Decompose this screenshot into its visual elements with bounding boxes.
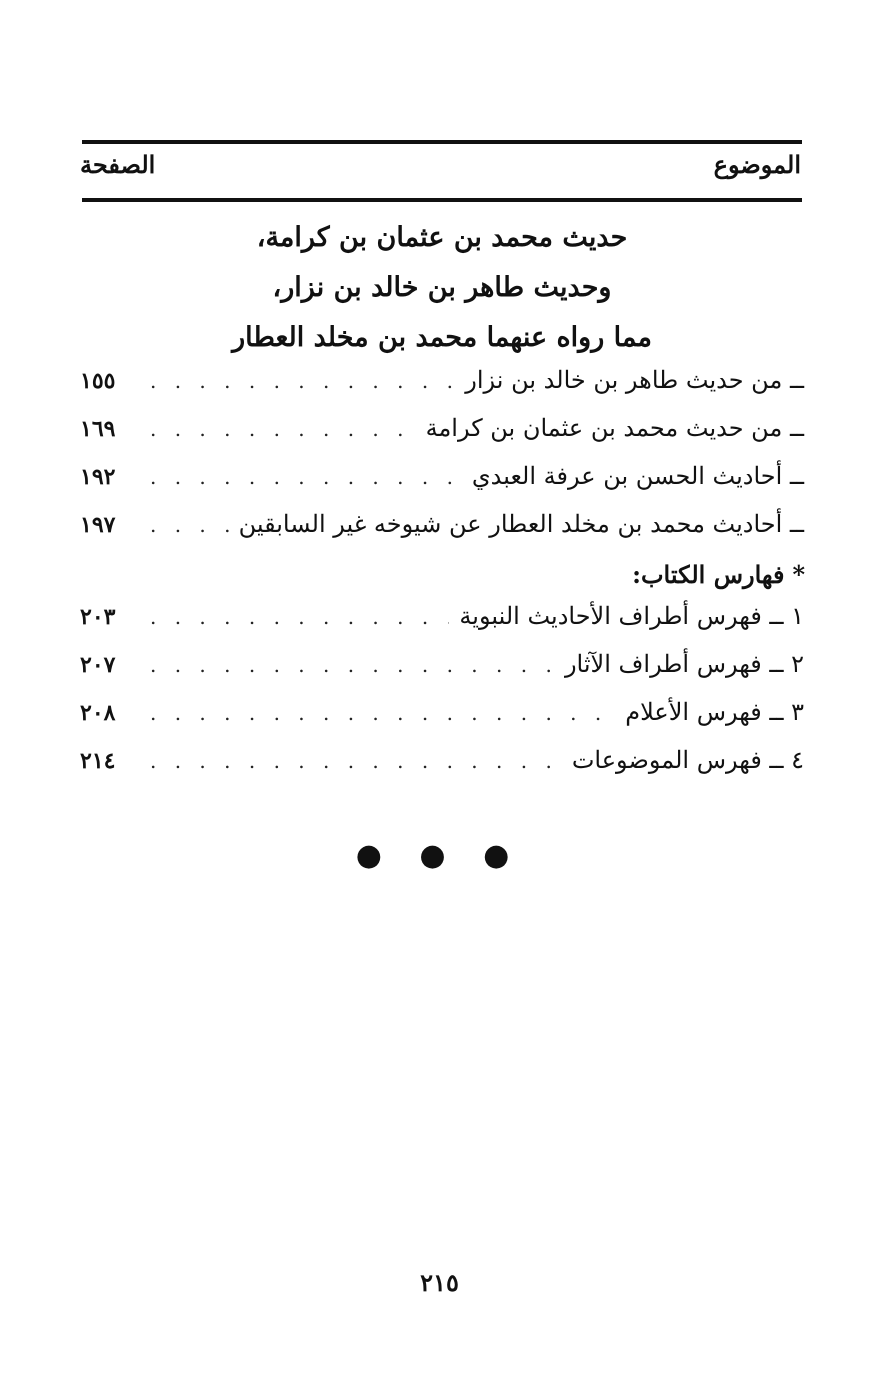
header-top-rule: [82, 140, 802, 144]
page-number: ٢١٥: [420, 1268, 459, 1297]
toc-leader-dots: [150, 653, 555, 677]
topic-column-header: الموضوع: [713, 150, 801, 179]
index-entry-page: ٢٠٧: [80, 652, 116, 678]
index-entry: [80, 698, 804, 738]
section-title-line-2: وحديث طاهر بن خالد بن نزار،: [272, 272, 612, 303]
toc-leader-dots: [150, 701, 615, 725]
section-title-line-3: مما رواه عنهما محمد بن مخلد العطار: [232, 322, 652, 353]
toc-entry-page: ١٩٢: [80, 464, 116, 490]
toc-entry: [80, 414, 804, 454]
index-entry-title: ٤ ــ فهرس الموضوعات: [571, 746, 804, 774]
page-column-header: الصفحة: [80, 150, 156, 179]
toc-entry: [80, 510, 804, 550]
end-ornament: ● ● ●: [355, 838, 524, 873]
asterisk-marker: *: [792, 560, 805, 589]
toc-entry-page: ١٥٥: [80, 368, 116, 394]
toc-entry-title: ــ من حديث طاهر بن خالد بن نزار: [465, 366, 804, 394]
indexes-heading: [632, 560, 805, 589]
toc-entry: [80, 366, 804, 406]
index-entry: [80, 746, 804, 786]
index-entry-page: ٢٠٣: [80, 604, 116, 630]
toc-leader-dots: [150, 605, 449, 629]
toc-entry-title: ــ من حديث محمد بن عثمان بن كرامة: [425, 414, 804, 442]
index-entry: [80, 602, 804, 642]
toc-leader-dots: [150, 417, 416, 441]
index-entry: [80, 650, 804, 690]
toc-entry-page: ١٩٧: [80, 512, 116, 538]
index-entry-page: ٢١٤: [80, 748, 116, 774]
index-entry-title: ١ ــ فهرس أطراف الأحاديث النبوية: [459, 602, 804, 630]
toc-entry-title: ــ أحاديث محمد بن مخلد العطار عن شيوخه غير السابقين: [238, 510, 804, 538]
toc-leader-dots: [150, 369, 455, 393]
toc-entry-title: ــ أحاديث الحسن بن عرفة العبدي: [471, 462, 804, 490]
toc-entry: [80, 462, 804, 502]
section-title-line-1: حديث محمد بن عثمان بن كرامة،: [256, 222, 628, 253]
toc-entry-page: ١٦٩: [80, 416, 116, 442]
header-bottom-rule: [82, 198, 802, 202]
index-entry-title: ٢ ــ فهرس أطراف الآثار: [564, 650, 804, 678]
index-entry-page: ٢٠٨: [80, 700, 116, 726]
toc-leader-dots: [150, 749, 562, 773]
indexes-heading-text: فهارس الكتاب:: [632, 560, 785, 589]
toc-leader-dots: [150, 513, 229, 537]
index-entry-title: ٣ ــ فهرس الأعلام: [625, 698, 804, 726]
toc-leader-dots: [150, 465, 462, 489]
